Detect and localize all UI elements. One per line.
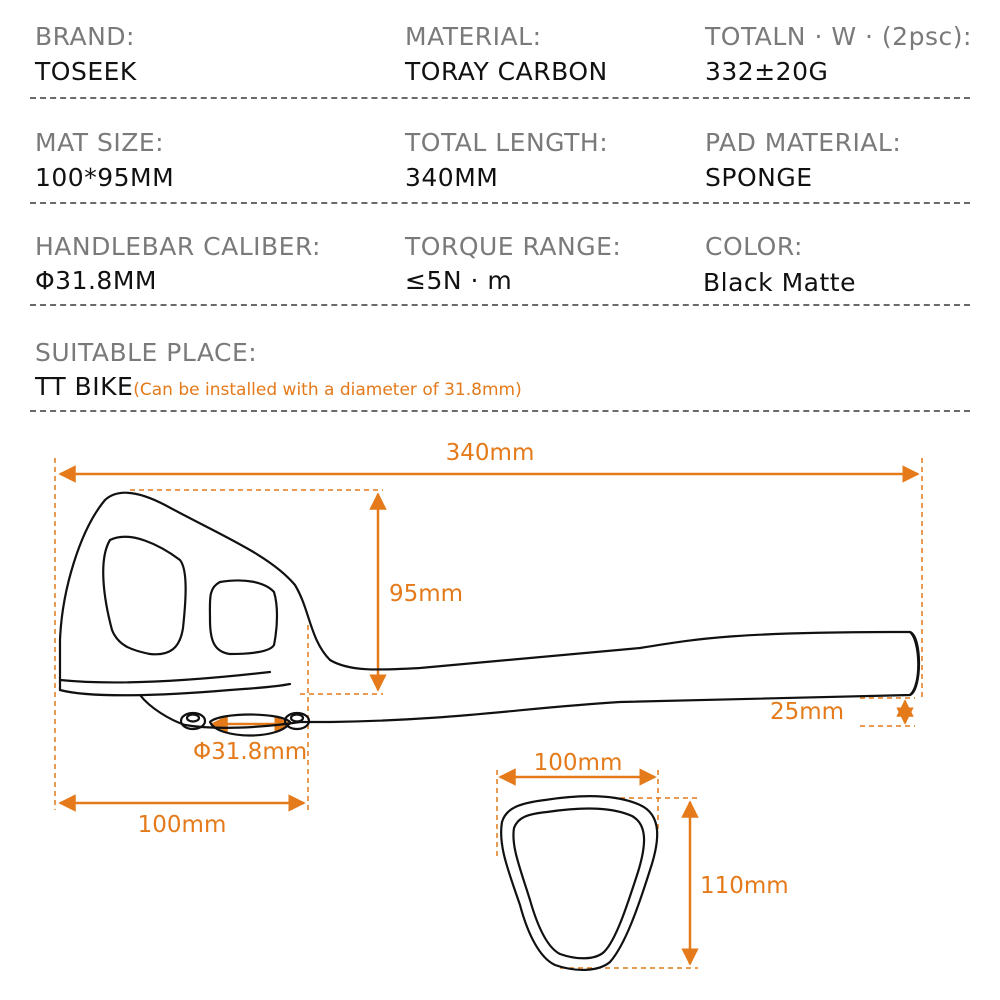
dim-label-pad-top-height: 110mm — [700, 873, 789, 899]
pad-top-view — [501, 796, 657, 970]
material-label: MATERIAL: — [405, 22, 542, 51]
mat-size-value: 100*95MM — [35, 163, 175, 192]
pad-material-label: PAD MATERIAL: — [705, 128, 902, 157]
pad-window-right — [210, 580, 277, 654]
color-value: Black Matte — [703, 268, 856, 297]
caliber-label: HANDLEBAR CALIBER: — [35, 232, 321, 261]
caliber-value: Φ31.8MM — [35, 266, 157, 295]
torque-value: ≤5N · m — [405, 266, 513, 295]
suitable-place-main: TT BIKE — [35, 372, 134, 401]
pad-material-value: SPONGE — [705, 163, 813, 192]
dim-label-pad-top-width: 100mm — [533, 750, 623, 776]
mat-size-label: MAT SIZE: — [35, 128, 165, 157]
total-length-value: 340MM — [405, 163, 499, 192]
torque-label: TORQUE RANGE: — [405, 232, 622, 261]
suitable-place-label: SUITABLE PLACE: — [35, 338, 258, 367]
dim-label-bar-height: 25mm — [770, 699, 845, 725]
brand-label: BRAND: — [35, 22, 135, 51]
dim-label-pad-width: 100mm — [137, 812, 227, 838]
material-value: TORAY CARBON — [405, 57, 608, 86]
dim-label-pad-height: 95mm — [389, 581, 464, 607]
pad-window-left — [103, 537, 185, 655]
bar-underside — [60, 672, 270, 682]
dim-label-total-length: 340mm — [445, 440, 535, 466]
color-label: COLOR: — [705, 232, 803, 261]
weight-value: 332±20G — [705, 57, 829, 86]
dim-label-clamp-diameter: Φ31.8mm — [193, 739, 308, 765]
pad-outline — [60, 493, 919, 722]
total-length-label: TOTAL LENGTH: — [405, 128, 609, 157]
pad-lower-edge — [60, 684, 290, 695]
brand-value: TOSEEK — [35, 57, 137, 86]
suitable-place-note: (Can be installed with a diameter of 31.8mm) — [133, 380, 522, 400]
pad-top-inner — [513, 809, 644, 959]
weight-label: TOTALN · W · (2psc): — [705, 22, 972, 51]
